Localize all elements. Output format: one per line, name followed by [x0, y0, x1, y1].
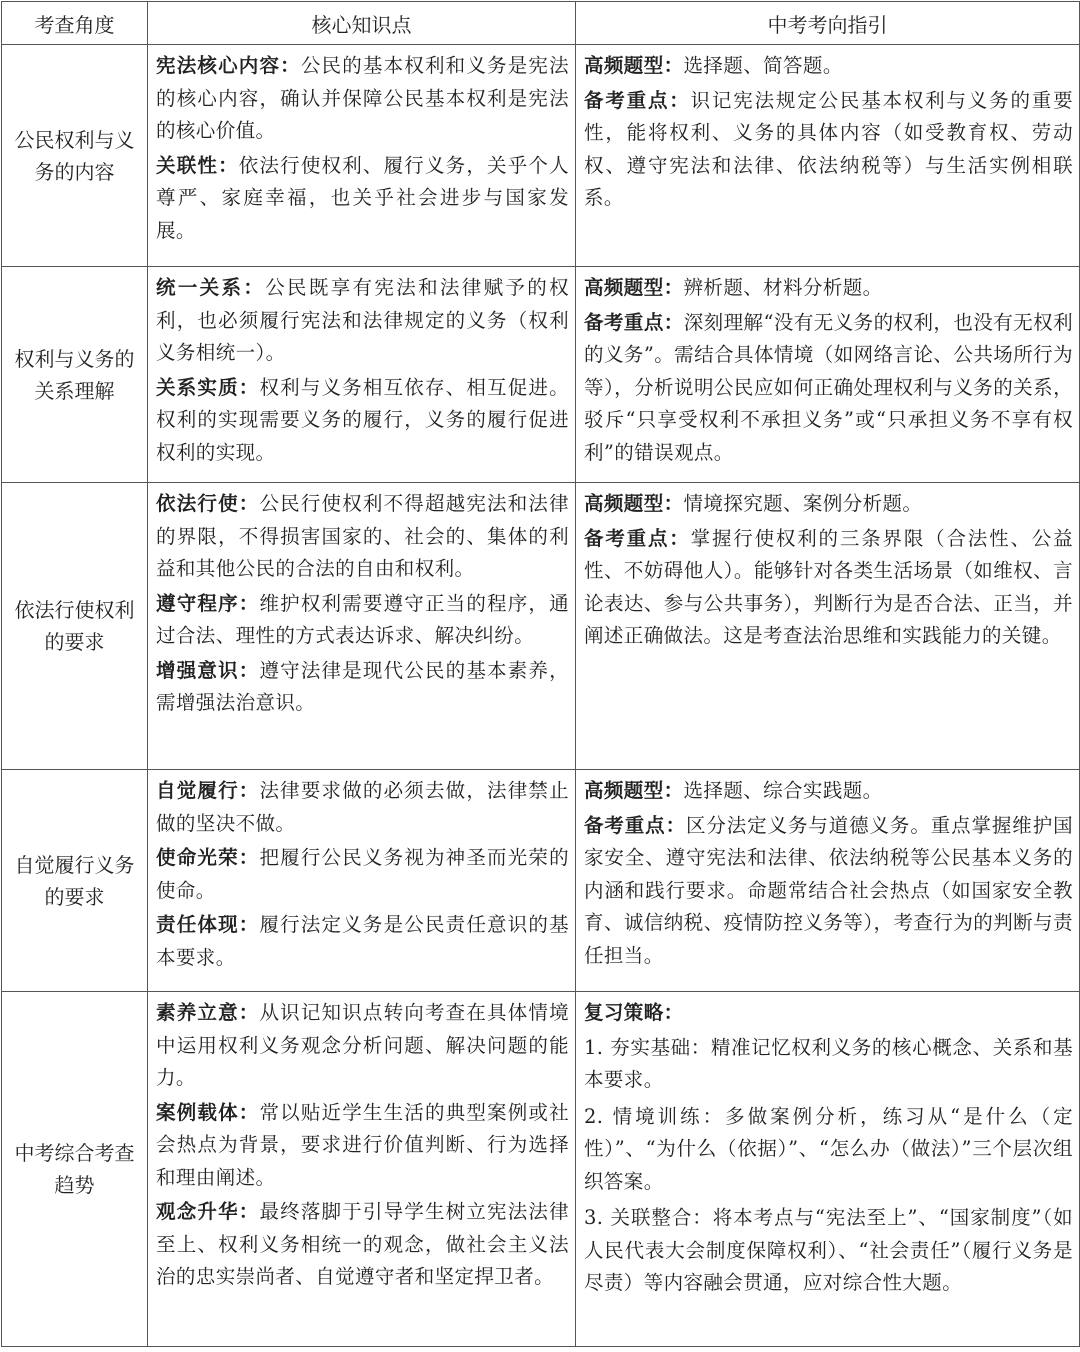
entry-key: 高频题型： [584, 276, 684, 299]
knowledge-entry [156, 488, 569, 586]
knowledge-entry [156, 775, 569, 840]
guide-cell [576, 267, 1080, 483]
entry-text: 辨析题、材料分析题。 [683, 276, 883, 299]
entry-key: 备考重点： [584, 88, 691, 112]
entry-text: 选择题、综合实践题。 [683, 779, 883, 802]
guide-entry [584, 775, 1073, 808]
knowledge-entry [156, 50, 569, 148]
knowledge-entry [156, 1097, 569, 1195]
guide-entry [584, 523, 1073, 653]
entry-key: 自觉履行： [156, 779, 260, 802]
table-row [2, 770, 1080, 992]
guide-cell [576, 483, 1080, 770]
entry-key: 备考重点： [584, 310, 684, 334]
guide-cell [576, 770, 1080, 992]
entry-text: 掌握行使权利的三条界限（合法性、公益性、不妨碍他人）。能够针对各类生活场景（如维权、言论表达、参与公共事务），判断行为是否合法、正当，并阐述正确做法。这是考查法治思维和实践能力的关键。 [584, 526, 1073, 647]
entry-text: 维护权利需要遵守正当的程序，通过合法、理性的方式表达诉求、解决纠纷。 [156, 591, 569, 647]
entry-text: 深刻理解“没有无义务的权利，也没有无权利的义务”。需结合具体情境（如网络言论、公共场所行为等），分析说明公民应如何正确处理权利与义务的关系，驳斥“只享受权利不承担义务”或“只承担义务不享有权利”的错误观点。 [584, 310, 1073, 464]
strategy-step: 2. 情境训练：多做案例分析，练习从“是什么（定性）”、“为什么（依据）”、“怎么办（做法）”三个层次组织答案。 [584, 1104, 1073, 1193]
entry-key: 依法行使： [156, 492, 260, 515]
knowledge-entry [156, 588, 569, 653]
entry-text: 最终落脚于引导学生树立宪法法律至上、权利义务相统一的观念，做社会主义法治的忠实崇尚者、自觉遵守者和坚定捍卫者。 [156, 1200, 569, 1288]
knowledge-cell [148, 45, 576, 267]
table-row [2, 992, 1080, 1347]
entry-key: 高频题型： [584, 54, 684, 77]
guide-entry [584, 488, 1073, 521]
table-row [2, 45, 1080, 267]
entry-key: 高频题型： [584, 779, 684, 802]
guide-entry [584, 810, 1073, 973]
knowledge-entry [156, 272, 569, 370]
entry-text: 区分法定义务与道德义务。重点掌握维护国家安全、遵守宪法和法律、依法纳税等公民基本义务的内涵和践行要求。命题常结合社会热点（如国家安全教育、诚信纳税、疫情防控义务等），考查行为的判断与责任担当。 [584, 813, 1073, 967]
entry-key: 责任体现： [156, 913, 260, 936]
knowledge-entry [156, 150, 569, 248]
entry-text: 识记宪法规定公民基本权利与义务的重要性，能将权利、义务的具体内容（如受教育权、劳动权、遵守宪法和法律、依法纳税等）与生活实例相联系。 [584, 88, 1073, 209]
row-angle: 自觉履行义务的要求 [2, 770, 148, 992]
entry-text: 法律要求做的必须去做，法律禁止做的坚决不做。 [156, 779, 569, 835]
knowledge-cell [148, 992, 576, 1347]
entry-key: 关联性： [156, 153, 239, 177]
entry-key: 宪法核心内容： [156, 54, 301, 77]
knowledge-cell [148, 267, 576, 483]
header-guide: 中考考向指引 [576, 2, 1080, 45]
guide-cell [576, 992, 1080, 1347]
row-angle: 公民权利与义务的内容 [2, 45, 148, 267]
entry-key: 关系实质： [156, 375, 260, 399]
knowledge-entry [156, 997, 569, 1095]
review-strategy-title [584, 997, 1073, 1030]
entry-key: 遵守程序： [156, 591, 260, 615]
entry-key: 案例载体： [156, 1100, 260, 1124]
knowledge-cell [148, 483, 576, 770]
strategy-step: 3. 关联整合：将本考点与“宪法至上”、“国家制度”（如人民代表大会制度保障权利）、“社会责任”（履行义务是尽责）等内容融会贯通，应对综合性大题。 [584, 1206, 1073, 1294]
entry-text: 情境探究题、案例分析题。 [683, 492, 923, 515]
entry-text: 从识记知识点转向考查在具体情境中运用权利义务观念分析问题、解决问题的能力。 [156, 1001, 569, 1089]
entry-key: 观念升华： [156, 1200, 260, 1223]
entry-text: 公民既享有宪法和法律赋予的权利，也必须履行宪法和法律规定的义务（权利义务相统一）。 [156, 276, 569, 364]
guide-entry [584, 50, 1073, 83]
guide-entry [584, 307, 1073, 470]
entry-key: 统一关系： [156, 276, 266, 299]
row-angle: 权利与义务的关系理解 [2, 267, 148, 483]
entry-key: 素养立意： [156, 1001, 260, 1024]
entry-key: 备考重点： [584, 526, 691, 550]
header-angle: 考查角度 [2, 2, 148, 45]
entry-text: 把履行公民义务视为神圣而光荣的使命。 [156, 846, 569, 902]
entry-text: 常以贴近学生生活的典型案例或社会热点为背景，要求进行价值判断、行为选择和理由阐述。 [156, 1100, 569, 1189]
entry-text: 公民行使权利不得超越宪法和法律的界限，不得损害国家的、社会的、集体的利益和其他公民的合法的自由和权利。 [156, 492, 569, 580]
entry-key: 增强意识： [156, 658, 260, 682]
row-angle: 依法行使权利的要求 [2, 483, 148, 770]
entry-key: 使命光荣： [156, 846, 260, 869]
entry-text: 履行法定义务是公民责任意识的基本要求。 [156, 913, 569, 969]
knowledge-entry [156, 655, 569, 720]
header-knowledge: 核心知识点 [148, 2, 576, 45]
entry-text: 选择题、简答题。 [683, 54, 843, 77]
entry-key: 备考重点： [584, 813, 686, 837]
entry-key: 高频题型： [584, 492, 684, 515]
header-row [2, 2, 1080, 45]
row-angle: 中考综合考查趋势 [2, 992, 148, 1347]
exam-guide-table [1, 1, 1080, 1347]
knowledge-entry [156, 1196, 569, 1294]
knowledge-cell [148, 770, 576, 992]
knowledge-entry [156, 909, 569, 974]
knowledge-entry [156, 842, 569, 907]
guide-entry [584, 272, 1073, 305]
entry-text: 权利与义务相互依存、相互促进。权利的实现需要义务的履行，义务的履行促进权利的实现。 [156, 375, 569, 464]
entry-key: 复习策略： [584, 1001, 684, 1024]
entry-text: 遵守法律是现代公民的基本素养，需增强法治意识。 [156, 658, 569, 714]
table-row [2, 267, 1080, 483]
knowledge-entry [156, 372, 569, 470]
strategy-step: 1. 夯实基础：精准记忆权利义务的核心概念、关系和基本要求。 [584, 1035, 1073, 1091]
table-row [2, 483, 1080, 770]
entry-text: 公民的基本权利和义务是宪法的核心内容，确认并保障公民基本权利是宪法的核心价值。 [156, 54, 569, 142]
guide-entry [584, 85, 1073, 215]
entry-text: 依法行使权利、履行义务，关乎个人尊严、家庭幸福，也关乎社会进步与国家发展。 [156, 153, 569, 242]
guide-cell [576, 45, 1080, 267]
